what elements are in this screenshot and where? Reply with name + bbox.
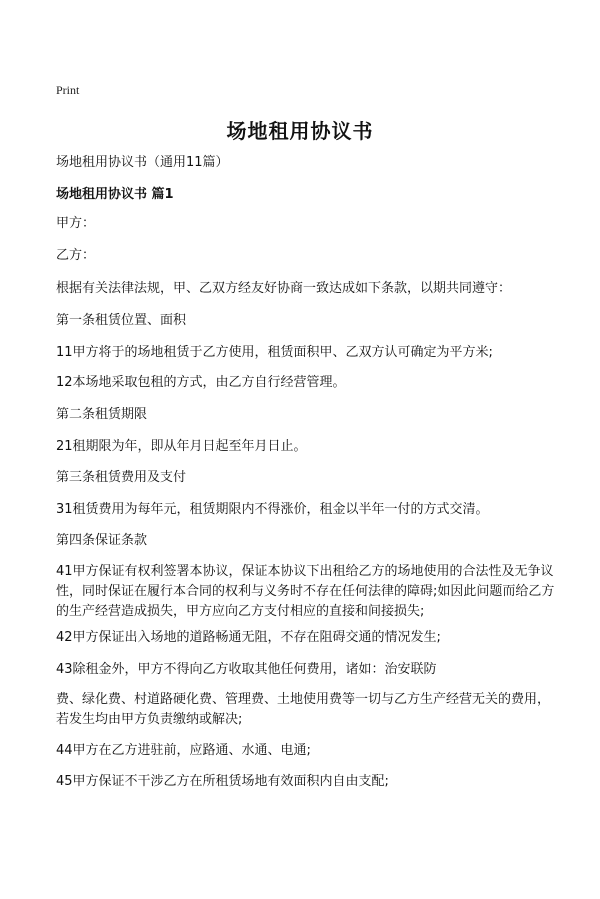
- clause-4-1: 41甲方保证有权利签署本协议，保证本协议下出租给乙方的场地使用的合法性及无争议性，同时保证在履行本合同的权利与义务时不存在任何法律的障碍;如因此问题而给乙方的生产经营造成损失，甲方应向乙方支付相应的直接和间接损失;: [56, 564, 555, 619]
- section-heading-article1: 场地租用协议书 篇1: [56, 187, 174, 202]
- document-title: 场地租用协议书: [226, 119, 374, 143]
- clause-4-2: 42甲方保证出入场地的道路畅通无阻，不存在阻碍交通的情况发生;: [56, 630, 441, 645]
- clause-2-1: 21租期限为年，即从年月日起至年月日止。: [56, 439, 307, 454]
- clause-4-4: 44甲方在乙方进驻前，应路通、水通、电通;: [56, 743, 311, 758]
- subtitle-paragraph: 场地租用协议书（通用11篇）: [56, 155, 229, 170]
- clause-heading-2: 第二条租赁期限: [56, 407, 148, 422]
- print-label: Print: [56, 83, 80, 97]
- party-a-label: 甲方：: [56, 216, 96, 231]
- clause-3-1: 31租赁费用为每年元，租赁期限内不得涨价，租金以半年一付的方式交清。: [56, 502, 489, 517]
- clause-4-3-continued: 费、绿化费、村道路硬化费、管理费、土地使用费等一切与乙方生产经营无关的费用，若发生均由甲方负责缴纳或解决;: [56, 692, 551, 727]
- clause-1-1: 11甲方将于的场地租赁于乙方使用，租赁面积甲、乙双方认可确定为平方米;: [56, 345, 493, 360]
- clause-4-5: 45甲方保证不干涉乙方在所租赁场地有效面积内自由支配;: [56, 774, 389, 789]
- clause-heading-3: 第三条租赁费用及支付: [56, 470, 187, 485]
- clause-heading-4: 第四条保证条款: [56, 533, 148, 548]
- clause-1-2: 12本场地采取包租的方式，由乙方自行经营管理。: [56, 375, 346, 390]
- intro-paragraph: 根据有关法律法规，甲、乙双方经友好协商一致达成如下条款，以期共同遵守：: [56, 281, 512, 296]
- clause-4-3: 43除租金外，甲方不得向乙方收取其他任何费用，诸如：治安联防: [56, 662, 437, 677]
- clause-heading-1: 第一条租赁位置、面积: [56, 313, 187, 328]
- party-b-label: 乙方：: [56, 248, 96, 263]
